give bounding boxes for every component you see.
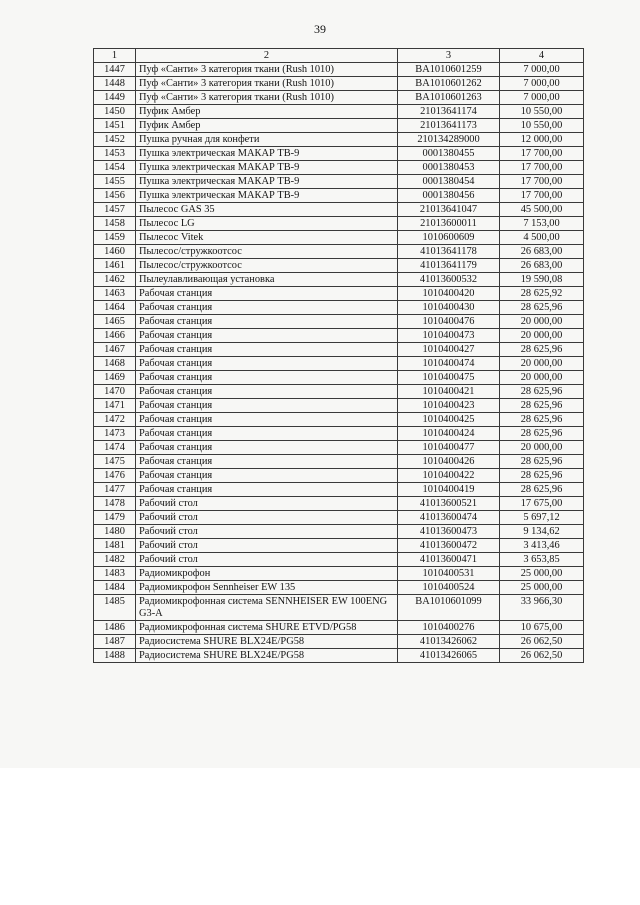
item-amount: 20 000,00 <box>500 315 584 329</box>
item-name: Рабочая станция <box>136 315 398 329</box>
item-amount: 3 413,46 <box>500 539 584 553</box>
item-name: Рабочая станция <box>136 301 398 315</box>
item-name: Пылесос LG <box>136 217 398 231</box>
item-name: Пуф «Санти» 3 категория ткани (Rush 1010) <box>136 63 398 77</box>
column-header-index: 1 <box>94 49 136 63</box>
item-amount: 33 966,30 <box>500 595 584 621</box>
item-amount: 45 500,00 <box>500 203 584 217</box>
table-row <box>94 77 584 91</box>
row-index: 1480 <box>94 525 136 539</box>
item-name: Пылесос/стружкоотсос <box>136 259 398 273</box>
table-row <box>94 567 584 581</box>
row-index: 1487 <box>94 635 136 649</box>
item-amount: 28 625,96 <box>500 427 584 441</box>
item-name: Пушка электрическая МАКАР ТВ-9 <box>136 175 398 189</box>
item-name: Рабочая станция <box>136 399 398 413</box>
inventory-code: 1010400474 <box>398 357 500 371</box>
blank-margin <box>0 768 640 905</box>
row-index: 1463 <box>94 287 136 301</box>
table-row <box>94 63 584 77</box>
table-row <box>94 497 584 511</box>
table-row <box>94 649 584 663</box>
row-index: 1466 <box>94 329 136 343</box>
table-row <box>94 175 584 189</box>
item-name: Рабочий стол <box>136 553 398 567</box>
row-index: 1464 <box>94 301 136 315</box>
row-index: 1477 <box>94 483 136 497</box>
item-amount: 20 000,00 <box>500 329 584 343</box>
row-index: 1481 <box>94 539 136 553</box>
column-header-name: 2 <box>136 49 398 63</box>
item-amount: 28 625,96 <box>500 399 584 413</box>
inventory-code: 1010400420 <box>398 287 500 301</box>
table-row <box>94 455 584 469</box>
table-row <box>94 413 584 427</box>
table-row <box>94 399 584 413</box>
item-amount: 10 675,00 <box>500 621 584 635</box>
row-index: 1473 <box>94 427 136 441</box>
table-row <box>94 581 584 595</box>
inventory-code: 0001380456 <box>398 189 500 203</box>
page-number: 39 <box>314 22 326 36</box>
item-amount: 17 700,00 <box>500 161 584 175</box>
item-name: Пуф «Санти» 3 категория ткани (Rush 1010) <box>136 77 398 91</box>
item-name: Рабочий стол <box>136 539 398 553</box>
row-index: 1449 <box>94 91 136 105</box>
row-index: 1478 <box>94 497 136 511</box>
row-index: 1459 <box>94 231 136 245</box>
item-amount: 28 625,92 <box>500 287 584 301</box>
item-amount: 17 700,00 <box>500 189 584 203</box>
inventory-code: 1010400524 <box>398 581 500 595</box>
row-index: 1452 <box>94 133 136 147</box>
row-index: 1483 <box>94 567 136 581</box>
table-row <box>94 441 584 455</box>
row-index: 1479 <box>94 511 136 525</box>
table-row <box>94 245 584 259</box>
row-index: 1460 <box>94 245 136 259</box>
item-amount: 7 153,00 <box>500 217 584 231</box>
item-amount: 25 000,00 <box>500 567 584 581</box>
item-amount: 26 062,50 <box>500 649 584 663</box>
row-index: 1465 <box>94 315 136 329</box>
table-row <box>94 539 584 553</box>
item-amount: 5 697,12 <box>500 511 584 525</box>
row-index: 1458 <box>94 217 136 231</box>
table-row <box>94 621 584 635</box>
row-index: 1450 <box>94 105 136 119</box>
inventory-code: BA1010601263 <box>398 91 500 105</box>
item-amount: 12 000,00 <box>500 133 584 147</box>
item-name: Пушка электрическая МАКАР ТВ-9 <box>136 147 398 161</box>
table-row <box>94 189 584 203</box>
inventory-code: 21013641047 <box>398 203 500 217</box>
item-name: Рабочая станция <box>136 343 398 357</box>
item-amount: 20 000,00 <box>500 371 584 385</box>
inventory-table <box>93 48 584 663</box>
inventory-code: 1010400424 <box>398 427 500 441</box>
item-name: Пушка ручная для конфети <box>136 133 398 147</box>
inventory-code: 210134289000 <box>398 133 500 147</box>
inventory-code: 1010400422 <box>398 469 500 483</box>
inventory-code: 1010400427 <box>398 343 500 357</box>
item-name: Рабочая станция <box>136 483 398 497</box>
inventory-code: 1010400419 <box>398 483 500 497</box>
item-name: Пылесос Vitek <box>136 231 398 245</box>
item-name: Рабочая станция <box>136 441 398 455</box>
inventory-code: 41013600474 <box>398 511 500 525</box>
item-name: Рабочая станция <box>136 427 398 441</box>
item-name: Рабочая станция <box>136 385 398 399</box>
table-body <box>94 63 584 663</box>
item-amount: 10 550,00 <box>500 119 584 133</box>
inventory-code: 41013426065 <box>398 649 500 663</box>
item-name: Пуфик Амбер <box>136 119 398 133</box>
inventory-code: 0001380455 <box>398 147 500 161</box>
item-name: Пуф «Санти» 3 категория ткани (Rush 1010) <box>136 91 398 105</box>
inventory-code: 21013641174 <box>398 105 500 119</box>
row-index: 1467 <box>94 343 136 357</box>
inventory-code: 21013641173 <box>398 119 500 133</box>
inventory-code: 1010400426 <box>398 455 500 469</box>
table-row <box>94 329 584 343</box>
inventory-code: 0001380454 <box>398 175 500 189</box>
item-name: Пылесос/стружкоотсос <box>136 245 398 259</box>
inventory-code: 41013600471 <box>398 553 500 567</box>
item-name: Радиомикрофонная система SENNHEISER EW 100ENG G3-A <box>136 595 398 621</box>
item-amount: 4 500,00 <box>500 231 584 245</box>
item-amount: 28 625,96 <box>500 469 584 483</box>
column-header-amount: 4 <box>500 49 584 63</box>
row-index: 1461 <box>94 259 136 273</box>
item-amount: 17 700,00 <box>500 147 584 161</box>
inventory-code: 41013600472 <box>398 539 500 553</box>
table-row <box>94 371 584 385</box>
item-amount: 28 625,96 <box>500 301 584 315</box>
table-row <box>94 635 584 649</box>
item-amount: 20 000,00 <box>500 441 584 455</box>
inventory-code: BA1010601262 <box>398 77 500 91</box>
row-index: 1454 <box>94 161 136 175</box>
item-name: Рабочая станция <box>136 413 398 427</box>
row-index: 1469 <box>94 371 136 385</box>
row-index: 1448 <box>94 77 136 91</box>
item-amount: 17 675,00 <box>500 497 584 511</box>
item-amount: 9 134,62 <box>500 525 584 539</box>
row-index: 1488 <box>94 649 136 663</box>
row-index: 1456 <box>94 189 136 203</box>
item-amount: 10 550,00 <box>500 105 584 119</box>
item-name: Рабочий стол <box>136 525 398 539</box>
row-index: 1457 <box>94 203 136 217</box>
item-name: Рабочая станция <box>136 287 398 301</box>
inventory-code: 0001380453 <box>398 161 500 175</box>
inventory-code: BA1010601099 <box>398 595 500 621</box>
item-name: Радиосистема SHURE BLX24E/PG58 <box>136 649 398 663</box>
item-name: Рабочая станция <box>136 455 398 469</box>
table-row <box>94 595 584 621</box>
table-row <box>94 511 584 525</box>
item-name: Пушка электрическая МАКАР ТВ-9 <box>136 161 398 175</box>
inventory-code: 41013600532 <box>398 273 500 287</box>
column-header-code: 3 <box>398 49 500 63</box>
item-amount: 26 683,00 <box>500 259 584 273</box>
item-amount: 28 625,96 <box>500 385 584 399</box>
item-name: Радиомикрофон <box>136 567 398 581</box>
table-row <box>94 203 584 217</box>
inventory-code: 1010400425 <box>398 413 500 427</box>
item-name: Рабочий стол <box>136 497 398 511</box>
item-amount: 28 625,96 <box>500 413 584 427</box>
item-amount: 7 000,00 <box>500 77 584 91</box>
inventory-code: 41013426062 <box>398 635 500 649</box>
row-index: 1470 <box>94 385 136 399</box>
item-amount: 7 000,00 <box>500 91 584 105</box>
item-amount: 25 000,00 <box>500 581 584 595</box>
table-row <box>94 287 584 301</box>
row-index: 1472 <box>94 413 136 427</box>
item-amount: 28 625,96 <box>500 343 584 357</box>
row-index: 1475 <box>94 455 136 469</box>
table-row <box>94 315 584 329</box>
row-index: 1476 <box>94 469 136 483</box>
row-index: 1486 <box>94 621 136 635</box>
table-row <box>94 427 584 441</box>
inventory-code: 1010400475 <box>398 371 500 385</box>
table-row <box>94 385 584 399</box>
item-name: Пушка электрическая МАКАР ТВ-9 <box>136 189 398 203</box>
table-row <box>94 273 584 287</box>
inventory-code: 21013600011 <box>398 217 500 231</box>
inventory-code: 1010400476 <box>398 315 500 329</box>
row-index: 1453 <box>94 147 136 161</box>
item-amount: 7 000,00 <box>500 63 584 77</box>
inventory-code: 41013600521 <box>398 497 500 511</box>
table-row <box>94 469 584 483</box>
row-index: 1455 <box>94 175 136 189</box>
table-row <box>94 259 584 273</box>
item-amount: 17 700,00 <box>500 175 584 189</box>
item-name: Радиомикрофонная система SHURE ETVD/PG58 <box>136 621 398 635</box>
row-index: 1474 <box>94 441 136 455</box>
inventory-code: 41013641178 <box>398 245 500 259</box>
table-row <box>94 147 584 161</box>
item-name: Пылесос GAS 35 <box>136 203 398 217</box>
inventory-code: 1010400531 <box>398 567 500 581</box>
table-row <box>94 105 584 119</box>
table-row <box>94 525 584 539</box>
inventory-code: 1010400421 <box>398 385 500 399</box>
row-index: 1484 <box>94 581 136 595</box>
table-row <box>94 217 584 231</box>
item-name: Пуфик Амбер <box>136 105 398 119</box>
table-row <box>94 357 584 371</box>
inventory-code: 41013641179 <box>398 259 500 273</box>
item-amount: 28 625,96 <box>500 483 584 497</box>
item-name: Рабочая станция <box>136 371 398 385</box>
table-row <box>94 133 584 147</box>
row-index: 1482 <box>94 553 136 567</box>
table-row <box>94 161 584 175</box>
table-row <box>94 301 584 315</box>
item-name: Рабочая станция <box>136 357 398 371</box>
row-index: 1462 <box>94 273 136 287</box>
row-index: 1447 <box>94 63 136 77</box>
inventory-code: BA1010601259 <box>398 63 500 77</box>
table-row <box>94 483 584 497</box>
row-index: 1451 <box>94 119 136 133</box>
inventory-code: 1010400423 <box>398 399 500 413</box>
inventory-code: 1010600609 <box>398 231 500 245</box>
table-header-row <box>94 49 584 63</box>
item-name: Рабочая станция <box>136 469 398 483</box>
item-amount: 3 653,85 <box>500 553 584 567</box>
item-amount: 26 062,50 <box>500 635 584 649</box>
table-row <box>94 119 584 133</box>
inventory-code: 41013600473 <box>398 525 500 539</box>
item-amount: 28 625,96 <box>500 455 584 469</box>
table-row <box>94 231 584 245</box>
item-amount: 26 683,00 <box>500 245 584 259</box>
row-index: 1471 <box>94 399 136 413</box>
inventory-code: 1010400276 <box>398 621 500 635</box>
inventory-code: 1010400473 <box>398 329 500 343</box>
table-row <box>94 91 584 105</box>
inventory-code: 1010400430 <box>398 301 500 315</box>
item-name: Пылеулавливающая установка <box>136 273 398 287</box>
item-amount: 19 590,08 <box>500 273 584 287</box>
row-index: 1468 <box>94 357 136 371</box>
table-row <box>94 553 584 567</box>
item-name: Радиомикрофон Sennheiser EW 135 <box>136 581 398 595</box>
item-amount: 20 000,00 <box>500 357 584 371</box>
inventory-code: 1010400477 <box>398 441 500 455</box>
item-name: Радиосистема SHURE BLX24E/PG58 <box>136 635 398 649</box>
item-name: Рабочий стол <box>136 511 398 525</box>
item-name: Рабочая станция <box>136 329 398 343</box>
table-row <box>94 343 584 357</box>
row-index: 1485 <box>94 595 136 621</box>
